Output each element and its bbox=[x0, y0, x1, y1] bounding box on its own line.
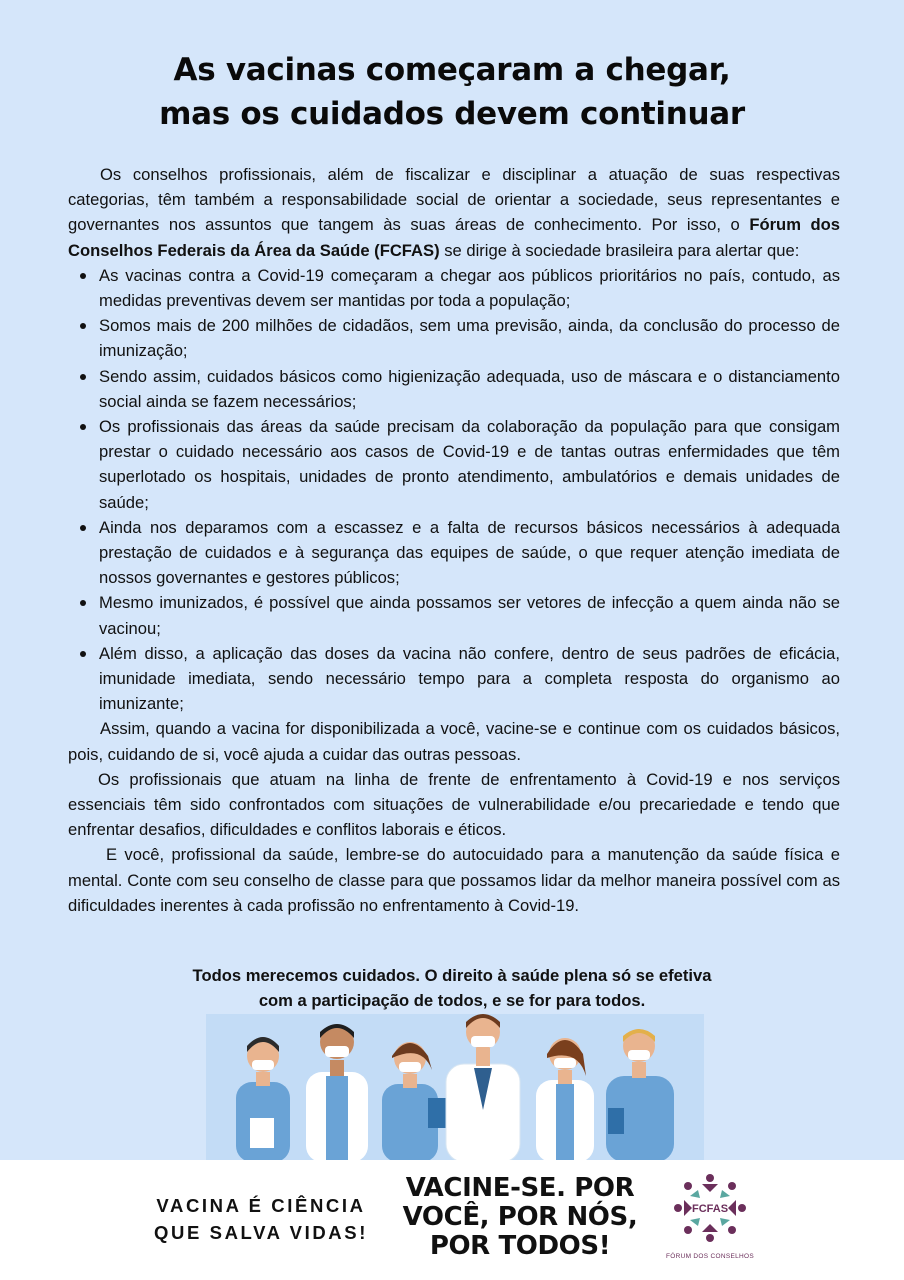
doctor-figure bbox=[306, 1024, 368, 1162]
slogan-left-line-2: QUE SALVA VIDAS! bbox=[154, 1222, 368, 1243]
list-item: Somos mais de 200 milhões de cidadãos, sem uma previsão, ainda, da conclusão do processo de imunização; bbox=[68, 313, 840, 363]
intro-bold-forum: Fórum dos Conselhos Federais da Área da Saúde (FCFAS) bbox=[68, 215, 840, 260]
list-item: As vacinas contra a Covid-19 começaram a chegar aos públicos prioritários no país, contudo, as medidas preventivas devem ser mantidas por toda a população; bbox=[68, 263, 840, 313]
nurse-figure bbox=[236, 1037, 290, 1162]
health-professionals-illustration bbox=[206, 1014, 704, 1162]
slogan-get-vaccinated bbox=[392, 1174, 648, 1261]
logo-subtitle: FÓRUM DOS CONSELHOS bbox=[665, 1253, 755, 1260]
slogan-mid-line-1: VACINE-SE. POR bbox=[405, 1173, 635, 1203]
list-item: Além disso, a aplicação das doses da vacina não confere, dentro de seus padrões de eficácia, imunidade imediata, sendo necessário tempo para a completa resposta do organismo ao imunizante; bbox=[68, 641, 840, 717]
nurse-clipboard-figure bbox=[382, 1042, 448, 1162]
female-doctor-figure bbox=[536, 1038, 594, 1162]
paragraph-self-care: E você, profissional da saúde, lembre-se do autocuidado para a manutenção da saúde física e mental. Conte com seu conselho de classe para que possamos lidar da melhor maneira possível com as dificuldades inerentes à cada profissão no enfrentamento à Covid-19. bbox=[68, 845, 840, 915]
list-item: Os profissionais das áreas da saúde precisam da colaboração da população para que consigam prestar o cuidado necessário aos casos de Covid-19 e de tantas outras enfermidades que têm superlotado os hospitais, unidades de pronto atendimento, ambulatórios e demais unidades de saúde; bbox=[68, 414, 840, 515]
article-body bbox=[68, 162, 840, 918]
paragraph-front-line: Os profissionais que atuam na linha de frente de enfrentamento à Covid-19 e nos serviços essenciais têm sido confrontados com situações de vulnerabilidade e/ou precariedade e tendo que enfrentar desafios, dificuldades e conflitos laborais e éticos. bbox=[68, 769, 840, 840]
closing-statement bbox=[0, 963, 904, 1013]
list-item: Ainda nos deparamos com a escassez e a falta de recursos básicos necessários à adequada prestação de cuidados e à segurança das equipes de saúde, o que requer atenção imediata de nossos governantes e gestores públicos; bbox=[68, 515, 840, 591]
page-title bbox=[0, 48, 904, 136]
intro-paragraph bbox=[68, 162, 840, 263]
title-line-1: As vacinas começaram a chegar, bbox=[173, 52, 731, 88]
closing-line-2: com a participação de todos, e se for para todos. bbox=[258, 991, 646, 1010]
closing-line-1: Todos merecemos cuidados. O direito à saúde plena só se efetiva bbox=[192, 966, 712, 985]
list-item: Mesmo imunizados, é possível que ainda possamos ser vetores de infecção a quem ainda não se vacinou; bbox=[68, 590, 840, 640]
intro-text-end: se dirige à sociedade brasileira para alertar que: bbox=[439, 240, 800, 260]
intro-text-start: Os conselhos profissionais, além de fiscalizar e disciplinar a atuação de suas respectivas categorias, têm também a responsabilidade social de orientar a sociedade, seus representantes e governantes nos assuntos que tangem às suas áreas de conhecimento. Por isso, o bbox=[68, 165, 840, 235]
health-workers-image bbox=[206, 1014, 704, 1162]
slogan-mid-line-3: POR TODOS! bbox=[429, 1231, 611, 1261]
slogan-left-line-1: VACINA É CIÊNCIA bbox=[156, 1195, 366, 1216]
slogan-mid-line-2: VOCÊ, POR NÓS, bbox=[402, 1202, 638, 1232]
male-nurse-figure bbox=[606, 1029, 674, 1162]
paragraph-vaccinate: Assim, quando a vacina for disponibilizada a você, vacine-se e continue com os cuidados básicos, pois, cuidando de si, você ajuda a cuidar das outras pessoas. bbox=[68, 719, 840, 764]
fcfas-logo-icon bbox=[672, 1172, 748, 1258]
alert-list bbox=[68, 263, 840, 717]
title-line-2: mas os cuidados devem continuar bbox=[159, 96, 745, 132]
slogan-vaccine-science bbox=[150, 1192, 372, 1246]
senior-doctor-figure bbox=[446, 1014, 520, 1162]
logo-text: FCFAS bbox=[691, 1203, 729, 1215]
list-item: Sendo assim, cuidados básicos como higienização adequada, uso de máscara e o distanciamento social ainda se fazem necessários; bbox=[68, 364, 840, 414]
